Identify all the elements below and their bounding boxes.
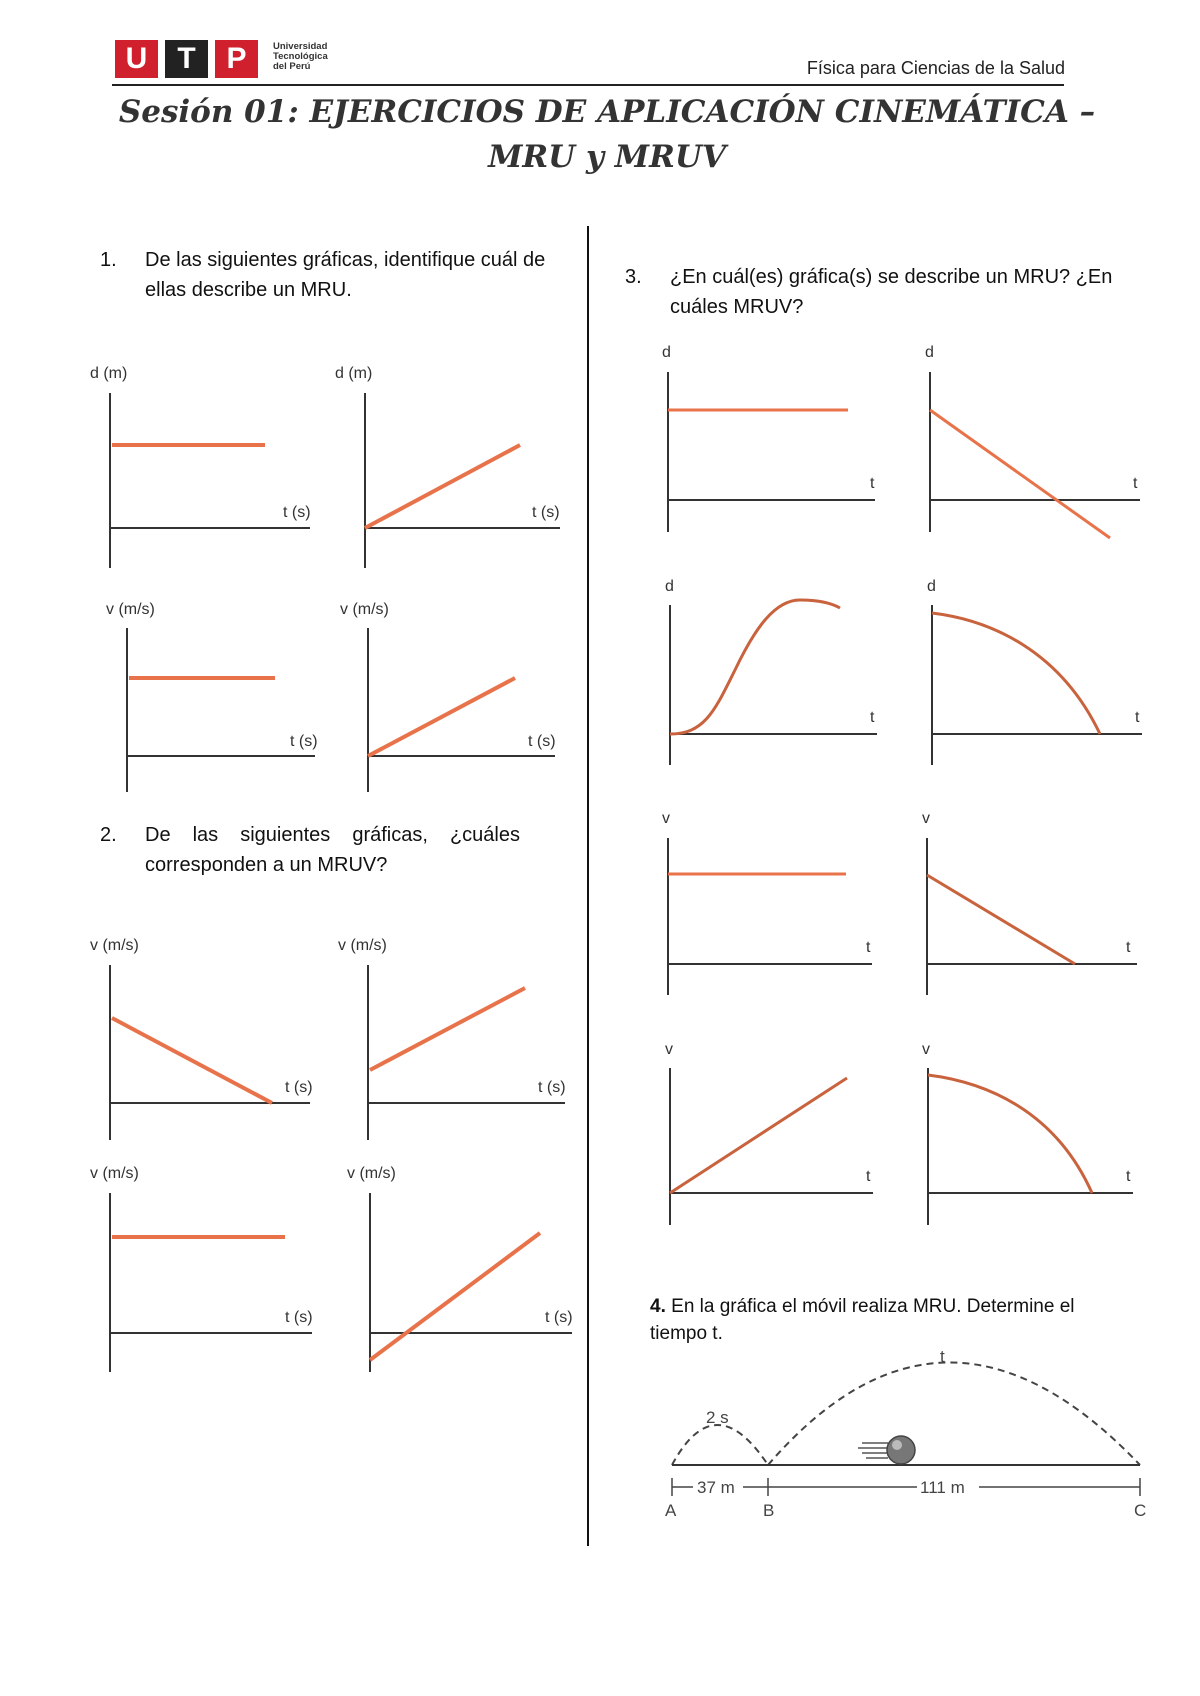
curve xyxy=(112,1018,272,1103)
q2-graph-2 xyxy=(338,937,566,1140)
logo-text-line: Universidad xyxy=(273,41,328,52)
axis-label-x: t xyxy=(1126,1168,1131,1185)
q1-graph-2 xyxy=(335,365,560,568)
curve xyxy=(370,1233,540,1360)
axis-label-y: v (m/s) xyxy=(338,937,387,954)
question-text: De las siguientes gráficas, identifique cuál de ellas describe un MRU. xyxy=(145,249,546,301)
axis-label-x: t xyxy=(866,939,871,956)
axis-label-y: v (m/s) xyxy=(90,937,139,954)
axis-label-x: t (s) xyxy=(285,1309,313,1326)
distance-bc: 111 m xyxy=(920,1478,965,1497)
logo-letter-p: P xyxy=(215,40,258,78)
question-number: 2. xyxy=(100,824,117,846)
logo-text-line: Tecnológica xyxy=(273,51,328,62)
q3-graph-2 xyxy=(925,344,1140,538)
axis-label-y: d xyxy=(925,344,934,361)
logo-letter-t: T xyxy=(165,40,208,78)
q2-graph-3 xyxy=(90,1165,313,1372)
logo-letter-u: U xyxy=(115,40,158,78)
question-text: De las siguientes gráficas, ¿cuáles corresponden a un MRUV? xyxy=(145,824,520,876)
axis-label-y: v (m/s) xyxy=(347,1165,396,1182)
axis-label-y: v xyxy=(922,810,930,827)
curve xyxy=(365,445,520,528)
q3-graph-4 xyxy=(927,578,1142,765)
axis-label-x: t xyxy=(1133,475,1138,492)
question-number: 3. xyxy=(625,266,642,288)
q3-graph-8 xyxy=(922,1041,1133,1225)
arc-ab-label: 2 s xyxy=(706,1408,729,1427)
logo-text-line: del Perú xyxy=(273,61,311,72)
question-number: 4. xyxy=(650,1296,666,1317)
axis-label-x: t (s) xyxy=(528,733,556,750)
curve xyxy=(368,678,515,756)
axis-label-y: v xyxy=(662,810,670,827)
point-a: A xyxy=(665,1501,677,1520)
axis-label-y: v (m/s) xyxy=(90,1165,139,1182)
axis-label-y: v xyxy=(922,1041,930,1058)
axis-label-x: t (s) xyxy=(290,733,318,750)
q1-graph-1 xyxy=(90,365,311,568)
axis-label-y: d (m) xyxy=(335,365,373,382)
distance-ab: 37 m xyxy=(697,1478,735,1497)
question-number: 1. xyxy=(100,249,117,271)
axis-label-y: v (m/s) xyxy=(106,601,155,618)
axis-label-x: t (s) xyxy=(283,504,311,521)
title-line-1: Sesión 01: EJERCICIOS DE APLICACIÓN CINEMÁTICA – xyxy=(118,94,1096,130)
q1-graph-3 xyxy=(106,601,318,792)
axis-label-y: v xyxy=(665,1041,673,1058)
q2-graph-1 xyxy=(90,937,313,1140)
axis-label-y: d (m) xyxy=(90,365,128,382)
axis-label-y: d xyxy=(662,344,671,361)
point-c: C xyxy=(1134,1501,1147,1520)
axis-label-y: d xyxy=(927,578,936,595)
arc-bc xyxy=(768,1363,1140,1466)
arc-ab xyxy=(672,1425,768,1465)
axis-label-y: d xyxy=(665,578,674,595)
q3-graph-3 xyxy=(665,578,877,765)
arc-bc-label: t xyxy=(940,1347,945,1366)
q1-graph-4 xyxy=(340,601,556,792)
axis-label-x: t xyxy=(1126,939,1131,956)
axis-label-x: t (s) xyxy=(538,1079,566,1096)
axis-label-x: t (s) xyxy=(285,1079,313,1096)
question-text: ¿En cuál(es) gráfica(s) se describe un MRU? ¿En cuáles MRUV? xyxy=(670,266,1113,318)
axis-label-x: t (s) xyxy=(545,1309,573,1326)
mru-diagram xyxy=(665,1347,1146,1520)
q3-graph-5 xyxy=(662,810,872,995)
axis-label-x: t xyxy=(870,709,875,726)
axis-label-x: t xyxy=(870,475,875,492)
curve xyxy=(927,875,1075,964)
curve xyxy=(370,988,525,1070)
curve xyxy=(932,613,1100,734)
question-text: En la gráfica el móvil realiza MRU. Determine el tiempo t. xyxy=(650,1296,1075,1344)
axis-label-y: v (m/s) xyxy=(340,601,389,618)
curve xyxy=(930,410,1110,538)
axis-label-x: t xyxy=(1135,709,1140,726)
curve xyxy=(928,1075,1092,1193)
q3-graph-6 xyxy=(922,810,1137,995)
axis-label-x: t xyxy=(866,1168,871,1185)
point-b: B xyxy=(763,1501,775,1520)
title-line-2: MRU y MRUV xyxy=(488,139,726,175)
ball-highlight xyxy=(892,1440,902,1450)
curve xyxy=(670,1078,847,1193)
q3-graph-7 xyxy=(665,1041,873,1225)
ball xyxy=(887,1436,915,1464)
course-name: Física para Ciencias de la Salud xyxy=(806,58,1065,78)
q2-graph-4 xyxy=(347,1165,573,1372)
q3-graph-1 xyxy=(662,344,875,532)
axis-label-x: t (s) xyxy=(532,504,560,521)
curve xyxy=(670,600,840,734)
